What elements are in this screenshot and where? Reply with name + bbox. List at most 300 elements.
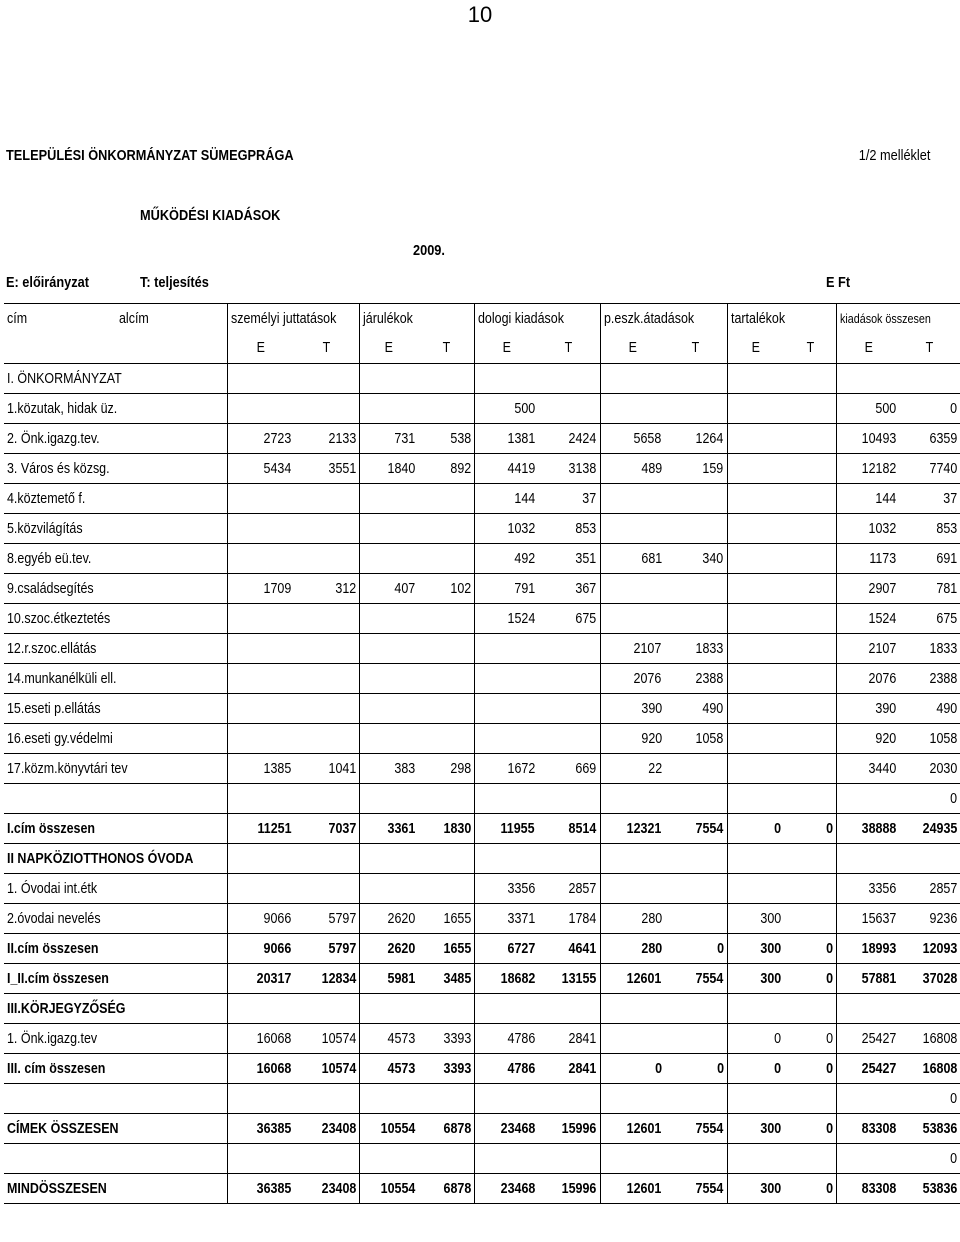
value-cell	[227, 484, 294, 514]
value-cell	[600, 1144, 665, 1174]
value-cell: 1833	[899, 634, 960, 664]
row-label: 12.r.szoc.ellátás	[4, 634, 227, 664]
value-cell: 280	[600, 904, 665, 934]
value-cell: 1830	[418, 814, 474, 844]
value-cell	[784, 424, 837, 454]
value-cell: 7554	[665, 1114, 727, 1144]
table-row	[4, 934, 960, 964]
col-tartalekok: tartalékok	[727, 304, 837, 334]
value-cell	[727, 664, 784, 694]
value-cell	[227, 784, 294, 814]
value-cell	[665, 874, 727, 904]
row-label: 1. Önk.igazg.tev	[4, 1024, 227, 1054]
table-row	[4, 394, 960, 424]
value-cell: 15996	[538, 1174, 600, 1204]
value-cell: 10554	[359, 1174, 418, 1204]
value-cell	[727, 694, 784, 724]
table-row	[4, 484, 960, 514]
value-cell: 791	[475, 574, 538, 604]
value-cell	[784, 724, 837, 754]
value-cell	[475, 694, 538, 724]
value-cell	[227, 394, 294, 424]
value-cell: 0	[784, 1054, 837, 1084]
value-cell: 1381	[475, 424, 538, 454]
value-cell	[784, 994, 837, 1024]
value-cell: 1709	[227, 574, 294, 604]
value-cell	[784, 844, 837, 874]
row-label: 15.eseti p.ellátás	[4, 694, 227, 724]
value-cell: 5797	[294, 934, 359, 964]
value-cell: 12601	[600, 964, 665, 994]
value-cell: 3371	[475, 904, 538, 934]
value-cell: 3356	[837, 874, 899, 904]
value-cell: 8514	[538, 814, 600, 844]
value-cell	[227, 1084, 294, 1114]
value-cell: 0	[784, 1024, 837, 1054]
row-label	[4, 1144, 227, 1174]
value-cell	[418, 694, 474, 724]
value-cell	[600, 1024, 665, 1054]
value-cell	[418, 664, 474, 694]
value-cell	[727, 634, 784, 664]
table-row	[4, 514, 960, 544]
row-label: I_II.cím összesen	[4, 964, 227, 994]
value-cell: 390	[600, 694, 665, 724]
value-cell	[600, 784, 665, 814]
et-header-row	[4, 334, 960, 364]
value-cell	[538, 1084, 600, 1114]
value-cell	[418, 784, 474, 814]
value-cell	[727, 574, 784, 604]
value-cell	[418, 634, 474, 664]
value-cell	[837, 844, 899, 874]
value-cell: 538	[418, 424, 474, 454]
et-label: E	[600, 334, 665, 364]
value-cell	[600, 604, 665, 634]
value-cell	[294, 874, 359, 904]
value-cell: 1264	[665, 424, 727, 454]
value-cell	[418, 994, 474, 1024]
value-cell: 9066	[227, 904, 294, 934]
row-label: III.KÖRJEGYZŐSÉG	[4, 994, 227, 1024]
value-cell: 18993	[837, 934, 899, 964]
value-cell	[784, 1144, 837, 1174]
value-cell	[294, 484, 359, 514]
value-cell: 5797	[294, 904, 359, 934]
org-title: TELEPÜLÉSI ÖNKORMÁNYZAT SÜMEGPRÁGA	[6, 148, 294, 164]
value-cell: 280	[600, 934, 665, 964]
value-cell	[294, 544, 359, 574]
et-label: T	[691, 340, 700, 357]
value-cell: 2424	[538, 424, 600, 454]
value-cell: 5434	[227, 454, 294, 484]
value-cell	[665, 604, 727, 634]
value-cell	[294, 604, 359, 634]
row-label	[4, 784, 227, 814]
value-cell: 6878	[418, 1114, 474, 1144]
col-szemelyi: személyi juttatások	[227, 304, 359, 334]
et-label: T	[806, 340, 815, 357]
value-cell: 920	[600, 724, 665, 754]
col-alcim: alcím	[116, 304, 228, 334]
value-cell: 1784	[538, 904, 600, 934]
value-cell	[727, 484, 784, 514]
value-cell: 300	[727, 934, 784, 964]
value-cell	[665, 364, 727, 394]
value-cell	[359, 604, 418, 634]
value-cell: 11251	[227, 814, 294, 844]
value-cell	[294, 514, 359, 544]
value-cell	[665, 1144, 727, 1174]
row-label: 5.közvilágítás	[4, 514, 227, 544]
value-cell: 3361	[359, 814, 418, 844]
value-cell	[899, 844, 960, 874]
value-cell	[418, 1084, 474, 1114]
value-cell	[418, 514, 474, 544]
value-cell	[784, 1084, 837, 1114]
value-cell: 312	[294, 574, 359, 604]
value-cell	[784, 484, 837, 514]
value-cell: 1385	[227, 754, 294, 784]
et-label: E	[727, 334, 784, 364]
table-row	[4, 664, 960, 694]
value-cell	[227, 994, 294, 1024]
table-row	[4, 454, 960, 484]
value-cell	[227, 634, 294, 664]
value-cell: 7740	[899, 454, 960, 484]
value-cell: 781	[899, 574, 960, 604]
et-label: T	[564, 340, 573, 357]
value-cell	[359, 784, 418, 814]
value-cell: 298	[418, 754, 474, 784]
value-cell: 731	[359, 424, 418, 454]
value-cell	[600, 364, 665, 394]
col-osszesen: kiadások összesen	[837, 304, 960, 334]
value-cell: 2620	[359, 934, 418, 964]
table-row	[4, 784, 960, 814]
value-cell	[600, 994, 665, 1024]
value-cell	[784, 364, 837, 394]
value-cell	[475, 994, 538, 1024]
row-label: CÍMEK ÖSSZESEN	[4, 1114, 227, 1144]
value-cell: 2388	[899, 664, 960, 694]
value-cell: 691	[899, 544, 960, 574]
row-label: 1. Óvodai int.étk	[4, 874, 227, 904]
value-cell: 15637	[837, 904, 899, 934]
value-cell: 300	[727, 1114, 784, 1144]
value-cell	[475, 724, 538, 754]
value-cell	[227, 874, 294, 904]
value-cell: 1058	[665, 724, 727, 754]
table-row	[4, 844, 960, 874]
value-cell: 16068	[227, 1054, 294, 1084]
value-cell: 2107	[600, 634, 665, 664]
value-cell: 1655	[418, 904, 474, 934]
value-cell	[418, 874, 474, 904]
value-cell: 3551	[294, 454, 359, 484]
value-cell: 9236	[899, 904, 960, 934]
value-cell: 0	[784, 964, 837, 994]
value-cell	[227, 604, 294, 634]
et-label: T	[925, 340, 934, 357]
value-cell: 12601	[600, 1174, 665, 1204]
value-cell: 159	[665, 454, 727, 484]
value-cell	[600, 484, 665, 514]
value-cell: 25427	[837, 1054, 899, 1084]
value-cell: 0	[727, 814, 784, 844]
value-cell	[475, 784, 538, 814]
value-cell	[538, 844, 600, 874]
value-cell	[665, 994, 727, 1024]
value-cell	[784, 604, 837, 634]
value-cell: 2620	[359, 904, 418, 934]
value-cell: 2723	[227, 424, 294, 454]
value-cell	[665, 784, 727, 814]
value-cell: 340	[665, 544, 727, 574]
value-cell: 15996	[538, 1114, 600, 1144]
value-cell: 4419	[475, 454, 538, 484]
value-cell: 53836	[899, 1174, 960, 1204]
value-cell: 2076	[837, 664, 899, 694]
value-cell: 36385	[227, 1114, 294, 1144]
value-cell: 18682	[475, 964, 538, 994]
et-label: E	[837, 334, 899, 364]
value-cell	[784, 544, 837, 574]
value-cell: 53836	[899, 1114, 960, 1144]
value-cell: 36385	[227, 1174, 294, 1204]
value-cell: 1524	[837, 604, 899, 634]
value-cell	[727, 394, 784, 424]
value-cell: 9066	[227, 934, 294, 964]
value-cell	[727, 874, 784, 904]
value-cell	[475, 1084, 538, 1114]
value-cell	[600, 394, 665, 424]
value-cell	[359, 514, 418, 544]
value-cell	[784, 694, 837, 724]
value-cell: 300	[727, 904, 784, 934]
value-cell: 6359	[899, 424, 960, 454]
value-cell	[784, 574, 837, 604]
value-cell: 492	[475, 544, 538, 574]
value-cell: 853	[899, 514, 960, 544]
value-cell: 5981	[359, 964, 418, 994]
row-label: III. cím összesen	[4, 1054, 227, 1084]
value-cell: 13155	[538, 964, 600, 994]
table-row	[4, 574, 960, 604]
value-cell	[538, 364, 600, 394]
row-label	[4, 1084, 227, 1114]
value-cell	[538, 1144, 600, 1174]
value-cell: 5658	[600, 424, 665, 454]
value-cell	[359, 544, 418, 574]
value-cell: 490	[899, 694, 960, 724]
value-cell	[727, 1144, 784, 1174]
row-label: MINDÖSSZESEN	[4, 1174, 227, 1204]
et-label: T	[442, 340, 451, 357]
value-cell: 2907	[837, 574, 899, 604]
col-dologi: dologi kiadások	[475, 304, 600, 334]
value-cell: 1041	[294, 754, 359, 784]
value-cell	[727, 994, 784, 1024]
table-row	[4, 424, 960, 454]
value-cell: 3138	[538, 454, 600, 484]
table-row	[4, 1174, 960, 1204]
value-cell: 144	[475, 484, 538, 514]
value-cell: 7554	[665, 1174, 727, 1204]
value-cell: 500	[837, 394, 899, 424]
value-cell	[784, 874, 837, 904]
value-cell	[294, 994, 359, 1024]
value-cell	[227, 724, 294, 754]
value-cell: 500	[475, 394, 538, 424]
value-cell	[727, 604, 784, 634]
value-cell	[359, 664, 418, 694]
value-cell: 7037	[294, 814, 359, 844]
table-row	[4, 1084, 960, 1114]
table-row	[4, 1054, 960, 1084]
table-row	[4, 1114, 960, 1144]
value-cell: 0	[727, 1054, 784, 1084]
table-row	[4, 1024, 960, 1054]
value-cell	[294, 1084, 359, 1114]
value-cell	[538, 634, 600, 664]
value-cell: 2841	[538, 1054, 600, 1084]
value-cell: 853	[538, 514, 600, 544]
value-cell: 23408	[294, 1114, 359, 1144]
legend-e: E: előirányzat	[6, 275, 89, 291]
unit-label: E Ft	[826, 275, 851, 291]
value-cell: 37	[538, 484, 600, 514]
value-cell	[418, 484, 474, 514]
row-label: 9.családsegítés	[4, 574, 227, 604]
row-label: I.cím összesen	[4, 814, 227, 844]
value-cell: 37028	[899, 964, 960, 994]
value-cell: 1524	[475, 604, 538, 634]
table-row	[4, 994, 960, 1024]
value-cell: 1058	[899, 724, 960, 754]
value-cell: 83308	[837, 1114, 899, 1144]
value-cell: 669	[538, 754, 600, 784]
value-cell: 4573	[359, 1024, 418, 1054]
value-cell	[665, 1084, 727, 1114]
value-cell	[359, 634, 418, 664]
section-title: MŰKÖDÉSI KIADÁSOK	[140, 208, 281, 224]
value-cell	[837, 994, 899, 1024]
value-cell: 1833	[665, 634, 727, 664]
value-cell	[418, 844, 474, 874]
value-cell: 681	[600, 544, 665, 574]
value-cell: 38888	[837, 814, 899, 844]
value-cell	[784, 634, 837, 664]
value-cell: 10493	[837, 424, 899, 454]
value-cell: 144	[837, 484, 899, 514]
value-cell: 10574	[294, 1054, 359, 1084]
value-cell	[294, 394, 359, 424]
value-cell	[294, 1144, 359, 1174]
value-cell	[294, 724, 359, 754]
value-cell	[784, 784, 837, 814]
table-row	[4, 604, 960, 634]
value-cell	[727, 754, 784, 784]
value-cell: 4786	[475, 1024, 538, 1054]
value-cell: 0	[899, 1144, 960, 1174]
value-cell	[600, 1084, 665, 1114]
value-cell: 4573	[359, 1054, 418, 1084]
value-cell	[837, 1084, 899, 1114]
value-cell	[600, 574, 665, 604]
value-cell	[359, 874, 418, 904]
value-cell	[727, 724, 784, 754]
value-cell: 920	[837, 724, 899, 754]
value-cell	[227, 1144, 294, 1174]
value-cell	[665, 514, 727, 544]
value-cell	[665, 754, 727, 784]
value-cell: 0	[665, 934, 727, 964]
value-cell: 0	[899, 1084, 960, 1114]
value-cell	[227, 844, 294, 874]
value-cell: 7554	[665, 814, 727, 844]
value-cell	[784, 454, 837, 484]
row-label: II.cím összesen	[4, 934, 227, 964]
value-cell: 20317	[227, 964, 294, 994]
value-cell: 10554	[359, 1114, 418, 1144]
table-row	[4, 634, 960, 664]
row-label: 3. Város és közsg.	[4, 454, 227, 484]
value-cell: 3393	[418, 1024, 474, 1054]
et-label: E	[227, 334, 294, 364]
table-row	[4, 724, 960, 754]
value-cell: 23408	[294, 1174, 359, 1204]
value-cell	[600, 514, 665, 544]
value-cell: 23468	[475, 1174, 538, 1204]
value-cell: 0	[784, 1174, 837, 1204]
value-cell	[418, 604, 474, 634]
value-cell: 2076	[600, 664, 665, 694]
value-cell: 300	[727, 1174, 784, 1204]
value-cell: 3356	[475, 874, 538, 904]
value-cell	[418, 1144, 474, 1174]
value-cell: 0	[600, 1054, 665, 1084]
value-cell	[475, 664, 538, 694]
value-cell: 351	[538, 544, 600, 574]
value-cell: 16808	[899, 1024, 960, 1054]
value-cell: 490	[665, 694, 727, 724]
value-cell	[538, 664, 600, 694]
table-row	[4, 754, 960, 784]
value-cell	[899, 994, 960, 1024]
value-cell: 0	[784, 1114, 837, 1144]
et-label: E	[475, 334, 538, 364]
value-cell: 2133	[294, 424, 359, 454]
value-cell: 102	[418, 574, 474, 604]
value-cell	[727, 784, 784, 814]
row-label: 2. Önk.igazg.tev.	[4, 424, 227, 454]
value-cell	[475, 634, 538, 664]
value-cell: 0	[784, 814, 837, 844]
value-cell	[665, 574, 727, 604]
value-cell	[359, 724, 418, 754]
column-header-row	[4, 304, 960, 334]
value-cell: 3393	[418, 1054, 474, 1084]
value-cell: 4786	[475, 1054, 538, 1084]
value-cell	[418, 544, 474, 574]
value-cell	[475, 364, 538, 394]
value-cell: 367	[538, 574, 600, 604]
value-cell	[727, 844, 784, 874]
value-cell	[294, 694, 359, 724]
value-cell: 7554	[665, 964, 727, 994]
value-cell	[475, 844, 538, 874]
